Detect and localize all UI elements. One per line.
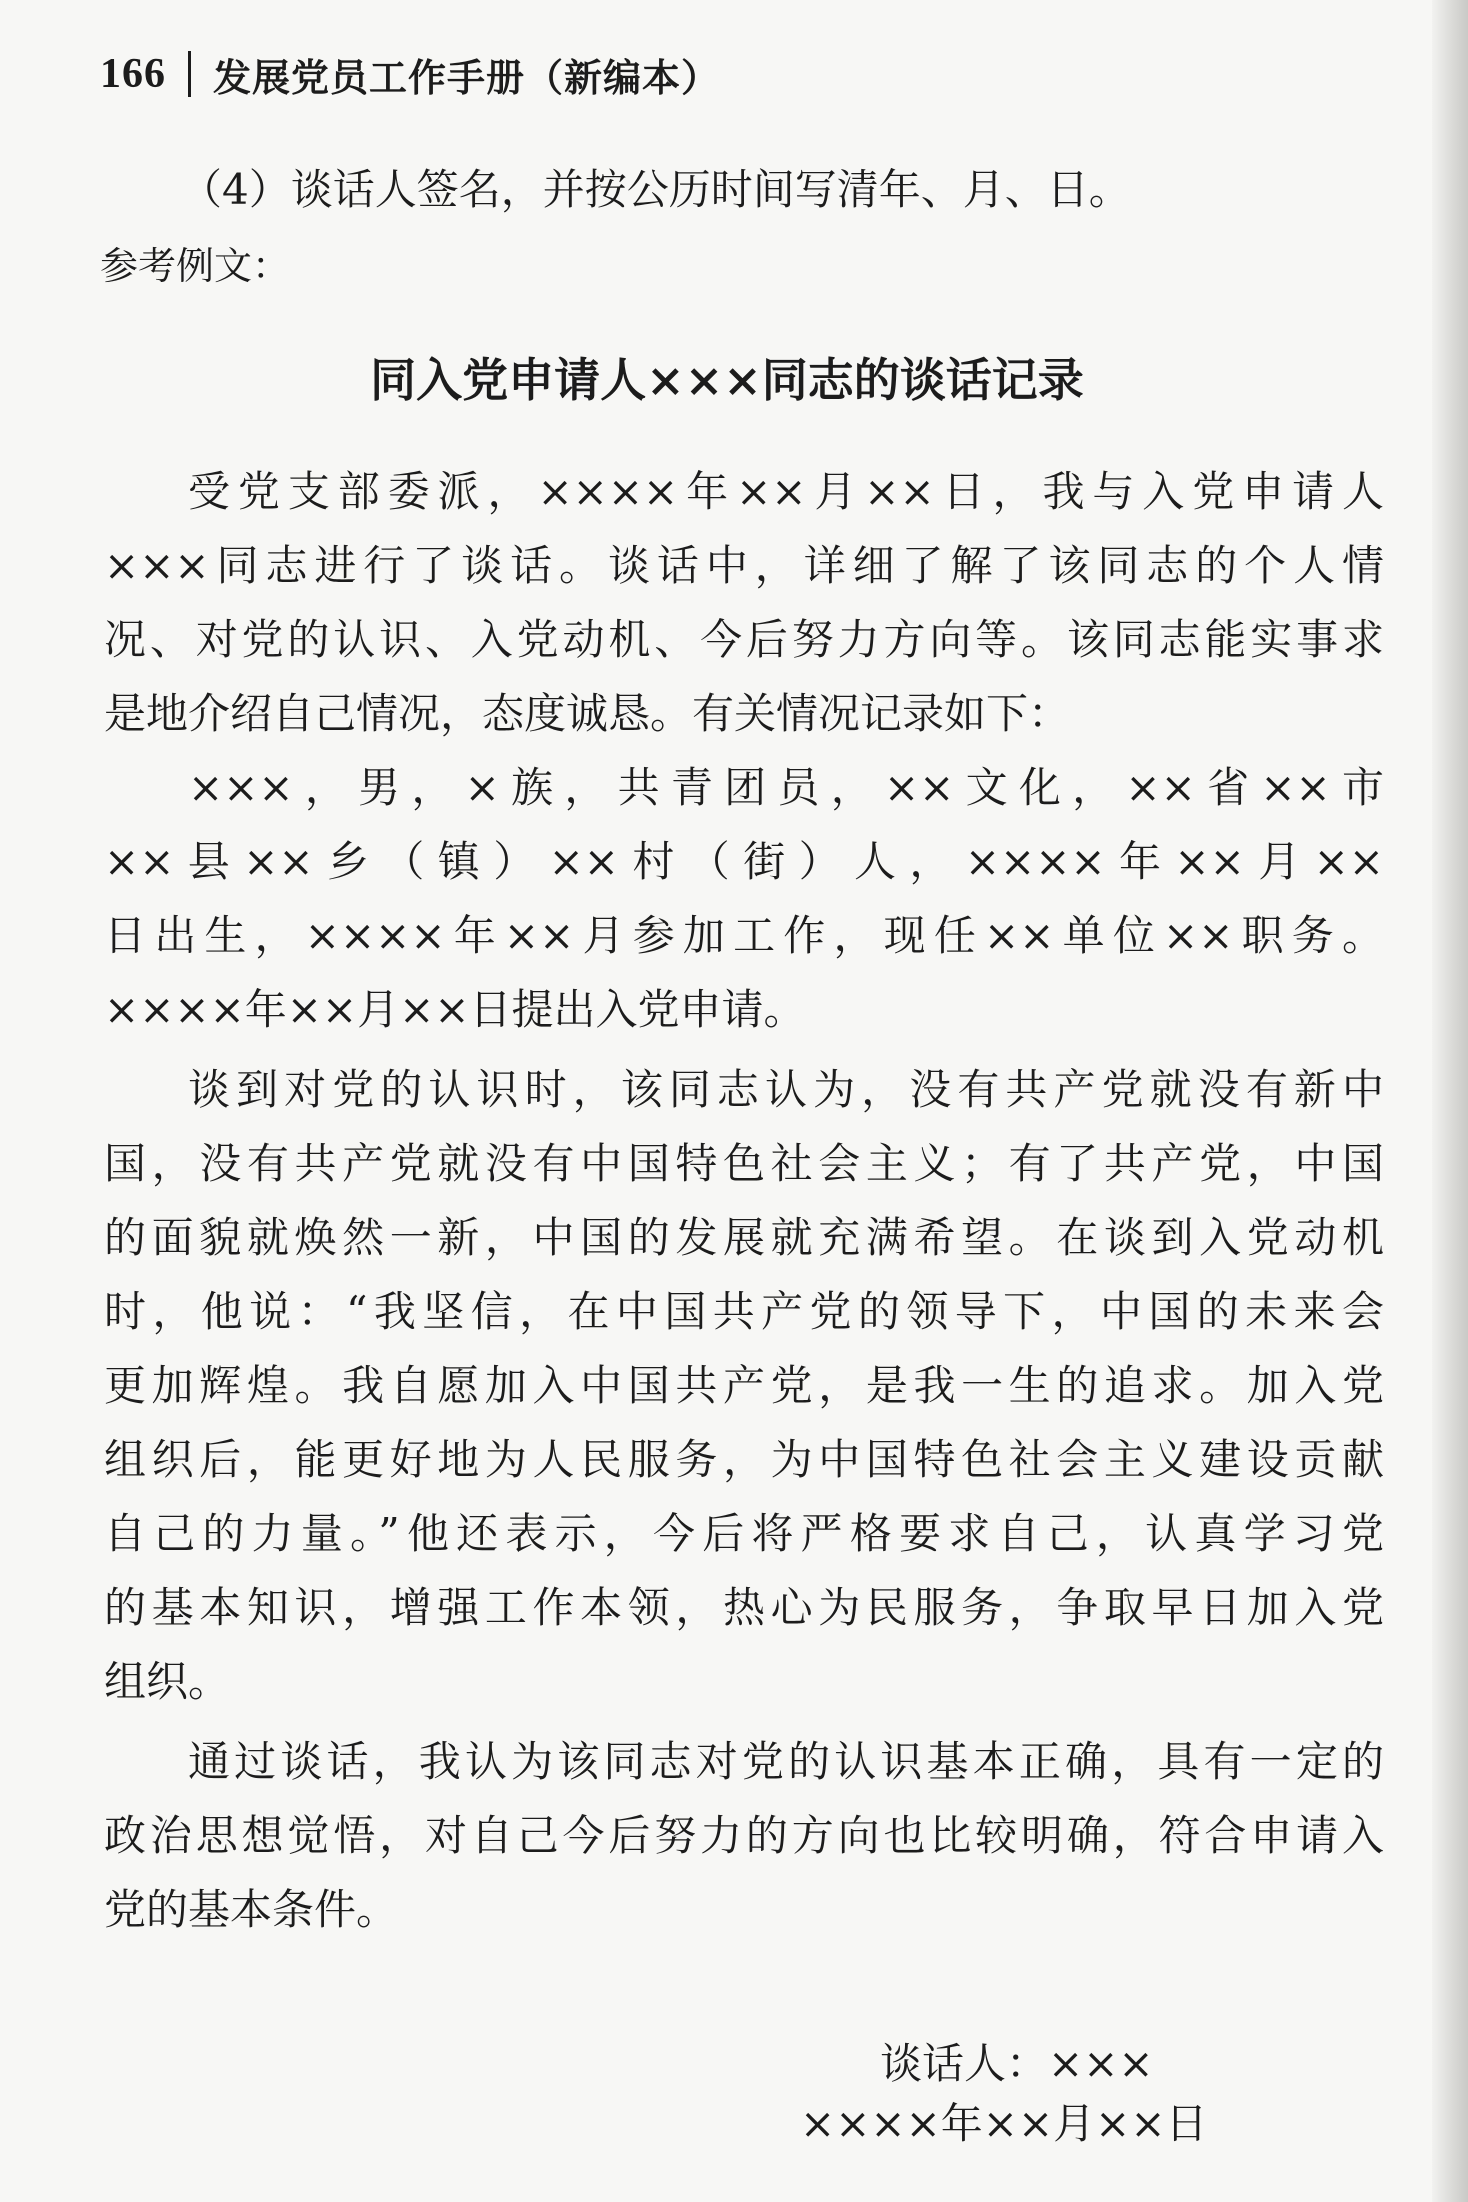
paragraph-3-line: 自己的力量。”他还表示，今后将严格要求自己，认真学习党 [104, 1509, 1384, 1558]
paragraph-4-line: 政治思想觉悟，对自己今后努力的方向也比较明确，符合申请入 [104, 1811, 1384, 1860]
paragraph-3-line: 谈到对党的认识时，该同志认为，没有共产党就没有新中 [188, 1065, 1384, 1114]
paragraph-1-line: 受党支部委派，××××年××月××日，我与入党申请人 [188, 467, 1384, 516]
header-divider [188, 51, 191, 97]
interviewer-signature: 谈话人：××× [880, 2039, 1154, 2088]
paragraph-1-line: ×××同志进行了谈话。谈话中，详细了解了该同志的个人情 [104, 541, 1384, 590]
paragraph-2-line: ××县××乡（镇）××村（街）人，××××年××月×× [104, 837, 1384, 886]
paragraph-4-line: 党的基本条件。 [104, 1885, 399, 1934]
paragraph-2-line: ××××年××月××日提出入党申请。 [104, 985, 806, 1034]
paragraph-3-line: 的基本知识，增强工作本领，热心为民服务，争取早日加入党 [104, 1583, 1384, 1632]
paragraph-3-line: 更加辉煌。我自愿加入中国共产党，是我一生的追求。加入党 [104, 1361, 1384, 1410]
document-title: 同入党申请人×××同志的谈话记录 [370, 353, 1084, 407]
paragraph-2-line: 日出生，××××年××月参加工作，现任××单位××职务。 [104, 911, 1384, 960]
reference-label: 参考例文： [100, 244, 291, 288]
paragraph-3-line: 组织后，能更好地为人民服务，为中国特色社会主义建设贡献 [104, 1435, 1384, 1484]
paragraph-3-line: 国，没有共产党就没有中国特色社会主义；有了共产党，中国 [104, 1139, 1384, 1188]
paragraph-1-line: 况、对党的认识、入党动机、今后努力方向等。该同志能实事求 [104, 615, 1384, 664]
paragraph-3-line: 时，他说：“我坚信，在中国共产党的领导下，中国的未来会 [104, 1287, 1384, 1336]
running-head [100, 44, 720, 104]
paragraph-4-line: 通过谈话，我认为该同志对党的认识基本正确，具有一定的 [188, 1737, 1384, 1786]
paragraph-3-line: 组织。 [104, 1657, 231, 1706]
signature-date: ××××年××月××日 [800, 2099, 1208, 2148]
paragraph-1-line: 是地介绍自己情况，态度诚恳。有关情况记录如下： [104, 689, 1071, 738]
page-number: 166 [100, 51, 166, 97]
book-title: 发展党员工作手册（新编本） [213, 54, 721, 100]
paragraph-2-line: ×××，男，×族，共青团员，××文化，××省××市 [188, 763, 1384, 812]
paragraph-3-line: 的面貌就焕然一新，中国的发展就充满希望。在谈到入党动机 [104, 1213, 1384, 1262]
step-4-text: （4）谈话人签名，并按公历时间写清年、月、日。 [180, 165, 1131, 214]
page-edge-shadow [1432, 0, 1468, 2202]
